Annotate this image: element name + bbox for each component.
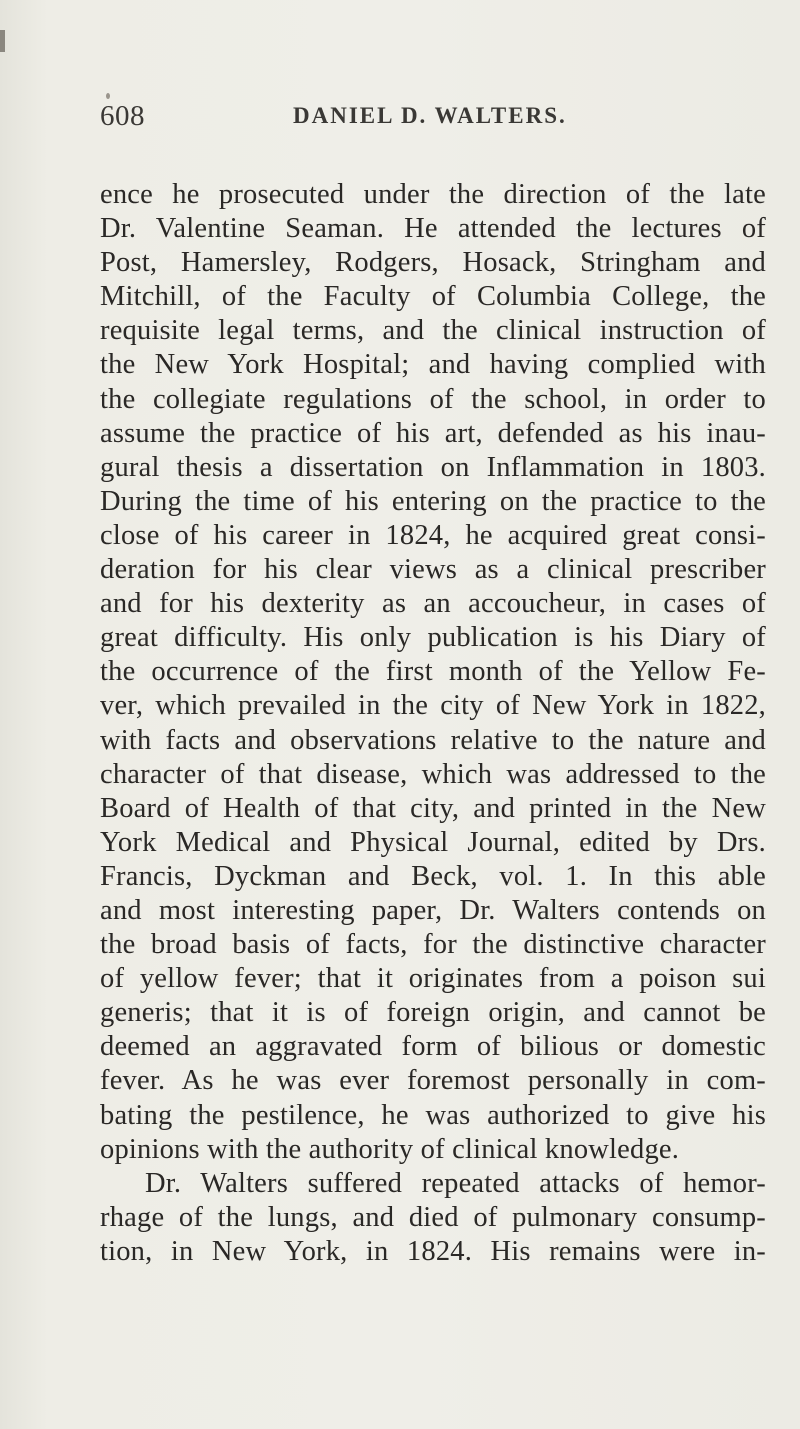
text-line: Francis, Dyckman and Beck, vol. 1. In this able — [100, 860, 766, 892]
text-line: great difficulty. His only publication is his Diary of — [100, 622, 766, 654]
text-line: Dr. Valentine Seaman. He attended the lectures of — [100, 213, 766, 245]
text-line: deemed an aggravated form of bilious or domestic — [100, 1031, 766, 1063]
text-line: assume the practice of his art, defended as his inau- — [100, 417, 766, 449]
text-line: Mitchill, of the Faculty of Columbia College, the — [100, 281, 766, 313]
text-line: gural thesis a dissertation on Inflammation in 1803. — [100, 451, 766, 483]
text-line: opinions with the authority of clinical knowledge. — [100, 1133, 680, 1165]
text-line: of yellow fever; that it originates from a poison sui — [100, 963, 766, 995]
text-line: and most interesting paper, Dr. Walters contends on — [100, 894, 766, 926]
text-line: close of his career in 1824, he acquired great consi- — [100, 519, 766, 551]
page-header — [100, 100, 740, 140]
body-text — [100, 178, 766, 1269]
text-line: the occurrence of the first month of the Yellow Fe- — [100, 656, 766, 688]
text-line: with facts and observations relative to the nature and — [100, 724, 766, 756]
text-line: the New York Hospital; and having complied with — [100, 349, 766, 381]
text-line: Post, Hamersley, Rodgers, Hosack, Stringham and — [100, 247, 766, 279]
text-line: the collegiate regulations of the school, in order to — [100, 383, 766, 415]
running-head: DANIEL D. WALTERS. — [293, 103, 567, 128]
ink-speck — [106, 93, 110, 99]
text-line: requisite legal terms, and the clinical instruction of — [100, 315, 766, 347]
text-line: rhage of the lungs, and died of pulmonary consump- — [100, 1201, 766, 1233]
text-line: ver, which prevailed in the city of New York in 1822, — [100, 690, 766, 722]
text-line: York Medical and Physical Journal, edited by Drs. — [100, 826, 766, 858]
text-line: Dr. Walters suffered repeated attacks of hemor- — [145, 1167, 766, 1199]
text-line: generis; that it is of foreign origin, and cannot be — [100, 997, 766, 1029]
text-line: During the time of his entering on the practice to the — [100, 485, 766, 517]
text-line: character of that disease, which was addressed to the — [100, 758, 766, 790]
text-line: bating the pestilence, he was authorized to give his — [100, 1099, 766, 1131]
page-number: 608 — [100, 100, 145, 132]
text-line: tion, in New York, in 1824. His remains were in- — [100, 1235, 766, 1267]
text-line: deration for his clear views as a clinical prescriber — [100, 554, 766, 586]
page-edge-mark — [0, 30, 5, 52]
text-line: and for his dexterity as an accoucheur, in cases of — [100, 588, 766, 620]
text-line: the broad basis of facts, for the distinctive character — [100, 929, 766, 961]
text-line: Board of Health of that city, and printed in the New — [100, 792, 766, 824]
text-line: ence he prosecuted under the direction of the late — [100, 179, 766, 210]
text-line: fever. As he was ever foremost personally in com- — [100, 1065, 766, 1097]
